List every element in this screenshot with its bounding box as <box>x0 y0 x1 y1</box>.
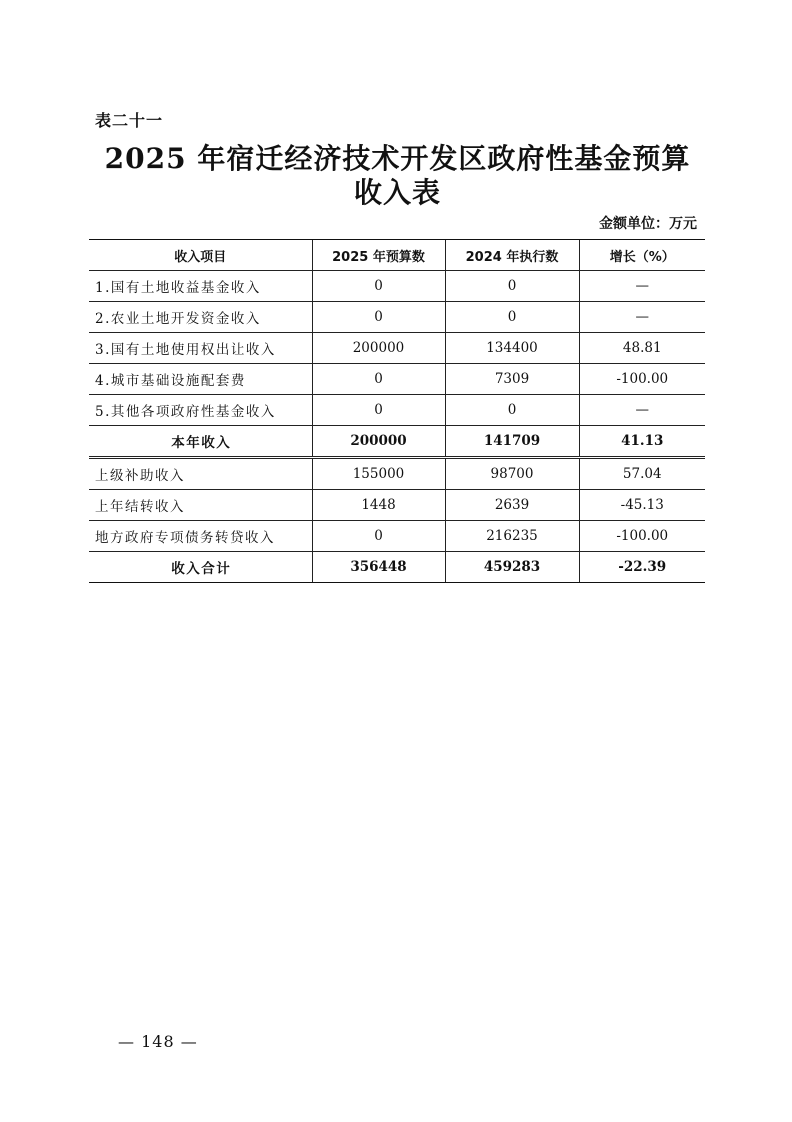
subtotal-row <box>89 426 705 458</box>
table-row <box>89 302 705 333</box>
header-item: 收入项目 <box>89 240 312 271</box>
row-actual-2024: 7309 <box>445 364 579 395</box>
header-actual-2024: 2024 年执行数 <box>445 240 579 271</box>
table-row <box>89 364 705 395</box>
row-growth: -100.00 <box>579 521 705 552</box>
row-growth: — <box>579 395 705 426</box>
table-row <box>89 333 705 364</box>
row-budget-2025: 155000 <box>312 458 445 490</box>
row-budget-2025: 0 <box>312 271 445 302</box>
row-budget-2025: 0 <box>312 302 445 333</box>
row-name: 5.其他各项政府性基金收入 <box>89 395 312 426</box>
row-actual-2024: 216235 <box>445 521 579 552</box>
row-growth: 48.81 <box>579 333 705 364</box>
row-name: 地方政府专项债务转贷收入 <box>89 521 312 552</box>
row-budget-2025: 1448 <box>312 490 445 521</box>
row-actual-2024: 2639 <box>445 490 579 521</box>
row-actual-2024: 0 <box>445 302 579 333</box>
table-row <box>89 521 705 552</box>
row-actual-2024: 459283 <box>445 552 579 583</box>
table-number-label: 表二十一 <box>95 111 164 130</box>
table-row <box>89 490 705 521</box>
row-growth: — <box>579 271 705 302</box>
fund-revenue-table <box>89 239 705 583</box>
row-growth: 57.04 <box>579 458 705 490</box>
row-name: 2.农业土地开发资金收入 <box>89 302 312 333</box>
row-budget-2025: 0 <box>312 521 445 552</box>
row-budget-2025: 0 <box>312 364 445 395</box>
row-actual-2024: 141709 <box>445 426 579 458</box>
row-budget-2025: 200000 <box>312 426 445 458</box>
row-name: 3.国有土地使用权出让收入 <box>89 333 312 364</box>
row-actual-2024: 134400 <box>445 333 579 364</box>
row-actual-2024: 98700 <box>445 458 579 490</box>
header-growth: 增长（%） <box>579 240 705 271</box>
row-budget-2025: 356448 <box>312 552 445 583</box>
row-budget-2025: 0 <box>312 395 445 426</box>
row-actual-2024: 0 <box>445 395 579 426</box>
row-name: 上年结转收入 <box>89 490 312 521</box>
row-actual-2024: 0 <box>445 271 579 302</box>
document-title-line-1: 2025 年宿迁经济技术开发区政府性基金预算 <box>104 142 691 175</box>
table-row <box>89 271 705 302</box>
row-name: 上级补助收入 <box>89 458 312 490</box>
row-name: 4.城市基础设施配套费 <box>89 364 312 395</box>
row-budget-2025: 200000 <box>312 333 445 364</box>
table-header-row <box>89 240 705 271</box>
page-number: — 148 — <box>118 1032 198 1051</box>
row-growth: — <box>579 302 705 333</box>
unit-label: 金额单位：万元 <box>599 216 697 232</box>
row-name: 本年收入 <box>89 426 312 458</box>
document-title-line-2: 收入表 <box>353 176 441 209</box>
table-row <box>89 395 705 426</box>
row-growth: -100.00 <box>579 364 705 395</box>
header-budget-2025: 2025 年预算数 <box>312 240 445 271</box>
row-growth: -22.39 <box>579 552 705 583</box>
row-name: 1.国有土地收益基金收入 <box>89 271 312 302</box>
row-growth: 41.13 <box>579 426 705 458</box>
row-growth: -45.13 <box>579 490 705 521</box>
table-row <box>89 458 705 490</box>
total-row <box>89 552 705 583</box>
row-name: 收入合计 <box>89 552 312 583</box>
